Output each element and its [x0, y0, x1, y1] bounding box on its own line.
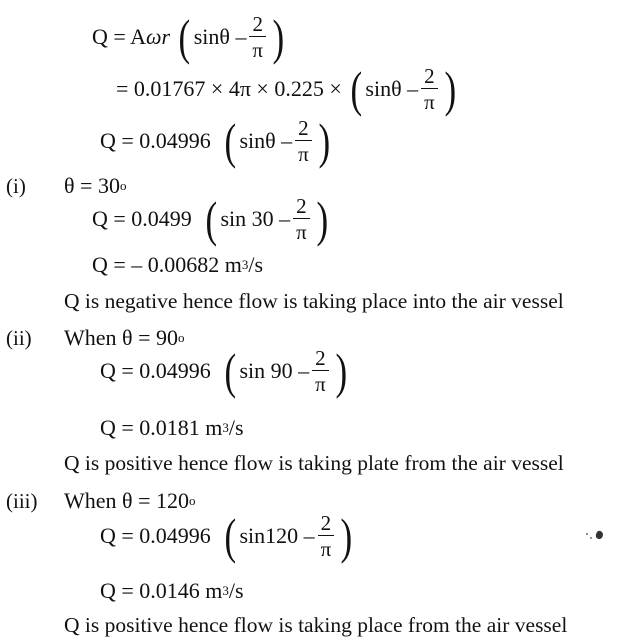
condition-ii: When θ = 90 o	[64, 325, 185, 350]
equation-simplified	[100, 112, 333, 170]
fraction-2-over-pi: $\frac{2}{\pi}$	[312, 347, 329, 395]
fraction-2-over-pi: $\frac{2}{\pi}$	[421, 65, 438, 113]
right-paren: )	[272, 9, 285, 65]
fraction-2-over-pi: $\frac{2}{\pi}$	[318, 512, 335, 560]
sin-term: sin120 –	[239, 523, 315, 548]
equation-lhs: Q = 0.04996	[100, 523, 211, 548]
equation-iii	[100, 507, 356, 565]
right-paren: )	[318, 113, 330, 169]
scan-speck	[595, 530, 605, 540]
scan-speck	[590, 537, 592, 539]
left-paren: (	[205, 191, 217, 247]
equation-lhs: Q = 0.0499	[92, 206, 192, 231]
case-label-ii: (ii)	[6, 326, 32, 350]
fraction-2-over-pi: $\frac{2}{\pi}$	[295, 117, 312, 165]
case-label-iii: (iii)	[6, 489, 38, 513]
right-paren: )	[316, 191, 328, 247]
equation-i	[92, 190, 331, 248]
sin-term: sinθ –	[239, 128, 293, 153]
left-paren: (	[178, 9, 191, 65]
equation-ii	[100, 342, 350, 400]
substitution-values: = 0.01767 × 4π × 0.225 ×	[116, 76, 342, 101]
sin-term: sin 90 –	[239, 358, 310, 383]
note-i: Q is negative hence flow is taking place into the air vessel	[64, 289, 564, 314]
condition-iii: When θ = 120 o	[64, 488, 196, 513]
result-i: Q = – 0.00682 m 3 /s	[92, 252, 264, 277]
left-paren: (	[224, 508, 236, 564]
fraction-2-over-pi: $\frac{2}{\pi}$	[293, 195, 310, 243]
sin-term: sinθ –	[193, 24, 247, 49]
sin-term: sin 30 –	[220, 206, 291, 231]
right-paren: )	[335, 343, 347, 399]
result-iii: Q = 0.0146 m 3 /s	[100, 578, 244, 603]
equation-substitution	[116, 60, 459, 118]
result-ii: Q = 0.0181 m 3 /s	[100, 415, 244, 440]
sin-term: sinθ –	[365, 76, 419, 101]
note-iii: Q is positive hence flow is taking place from the air vessel	[64, 613, 568, 638]
equation-lhs: Q = A	[92, 24, 146, 49]
condition-i: θ = 30 o	[64, 173, 127, 198]
fraction-2-over-pi: $\frac{2}{\pi}$	[249, 13, 266, 61]
case-label-i: (i)	[6, 174, 26, 198]
scan-speck	[586, 533, 588, 535]
omega-r: ωr	[145, 24, 171, 49]
left-paren: (	[224, 343, 236, 399]
note-ii: Q is positive hence flow is taking plate from the air vessel	[64, 451, 564, 476]
right-paren: )	[340, 508, 353, 564]
left-paren: (	[224, 113, 236, 169]
equation-lhs: Q = 0.04996	[100, 128, 211, 153]
equation-lhs: Q = 0.04996	[100, 358, 211, 383]
equation-general	[92, 8, 288, 66]
right-paren: )	[444, 61, 456, 117]
left-paren: (	[350, 61, 362, 117]
